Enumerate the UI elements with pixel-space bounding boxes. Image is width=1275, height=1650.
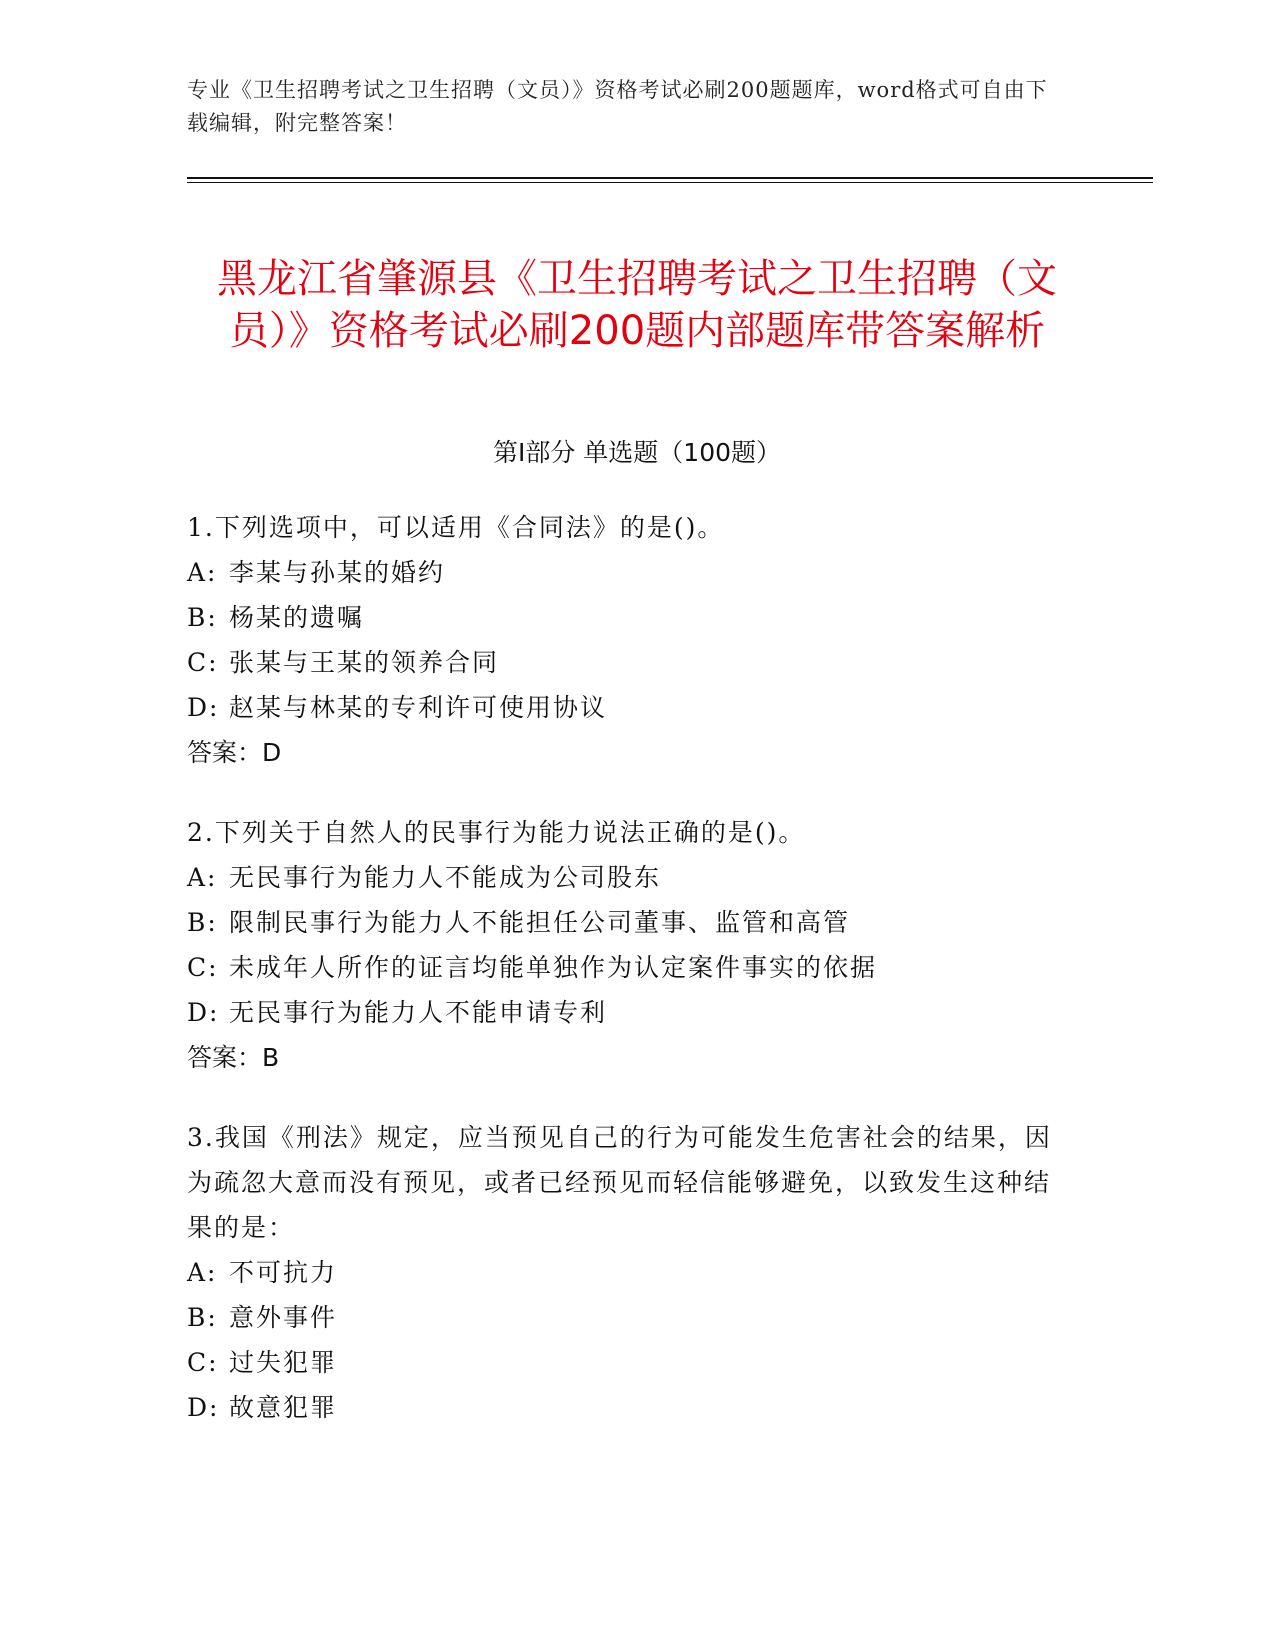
- option-text: 意外事件: [229, 1303, 338, 1332]
- question-1: [187, 505, 1067, 775]
- option-text: 无民事行为能力人不能成为公司股东: [229, 863, 662, 892]
- option-text: 过失犯罪: [229, 1348, 338, 1377]
- answer: 答案：B: [187, 1043, 280, 1072]
- option-c: [187, 945, 1067, 990]
- option-text: 无民事行为能力人不能申请专利: [229, 998, 608, 1027]
- answer: 答案：D: [187, 738, 282, 767]
- option-key: A:: [187, 558, 218, 587]
- option-d: [187, 685, 1067, 730]
- option-key: A:: [187, 1258, 218, 1287]
- option-key: A:: [187, 863, 218, 892]
- question-3: [187, 1115, 1067, 1430]
- question-2: [187, 810, 1067, 1080]
- option-key: D:: [187, 1393, 220, 1422]
- option-text: 不可抗力: [229, 1258, 338, 1287]
- option-key: D:: [187, 998, 220, 1027]
- option-c: [187, 1340, 1067, 1385]
- option-text: 李某与孙某的婚约: [229, 558, 446, 587]
- option-key: C:: [187, 953, 219, 982]
- header-rule-thin: [187, 182, 1153, 183]
- section-title: 第Ⅰ部分 单选题（100题）: [492, 438, 782, 467]
- option-a: [187, 550, 1067, 595]
- option-a: [187, 1250, 1067, 1295]
- header-rule-thick: [187, 177, 1153, 179]
- option-text: 张某与王某的领养合同: [229, 648, 500, 677]
- option-text: 杨某的遗嘱: [229, 603, 365, 632]
- option-d: [187, 1385, 1067, 1430]
- header-note: 专业《卫生招聘考试之卫生招聘（文员）》资格考试必刷200题题库，word格式可自由下载编辑，附完整答案！: [187, 78, 1048, 135]
- option-key: B:: [187, 1303, 218, 1332]
- option-b: [187, 900, 1067, 945]
- option-key: D:: [187, 693, 220, 722]
- option-a: [187, 855, 1067, 900]
- question-stem: 1.下列选项中，可以适用《合同法》的是()。: [187, 513, 725, 542]
- option-key: C:: [187, 1348, 219, 1377]
- option-text: 未成年人所作的证言均能单独作为认定案件事实的依据: [229, 953, 878, 982]
- document-title: 黑龙江省肇源县《卫生招聘考试之卫生招聘（文员）》资格考试必刷200题内部题库带答案解析: [217, 255, 1057, 354]
- option-key: B:: [187, 908, 218, 937]
- option-text: 赵某与林某的专利许可使用协议: [229, 693, 608, 722]
- option-key: B:: [187, 603, 218, 632]
- question-stem: 3.我国《刑法》规定，应当预见自己的行为可能发生危害社会的结果，因为疏忽大意而没有预见，或者已经预见而轻信能够避免，以致发生这种结果的是：: [187, 1123, 1052, 1242]
- option-d: [187, 990, 1067, 1035]
- option-c: [187, 640, 1067, 685]
- option-key: C:: [187, 648, 219, 677]
- option-text: 限制民事行为能力人不能担任公司董事、监管和高管: [229, 908, 851, 937]
- question-stem: 2.下列关于自然人的民事行为能力说法正确的是()。: [187, 818, 806, 847]
- option-b: [187, 1295, 1067, 1340]
- option-b: [187, 595, 1067, 640]
- option-text: 故意犯罪: [229, 1393, 338, 1422]
